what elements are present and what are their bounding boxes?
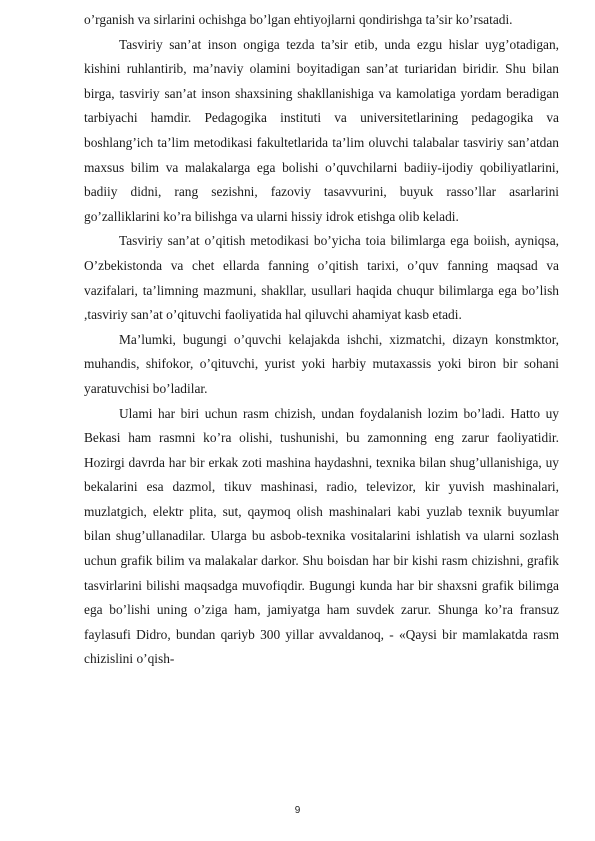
paragraph-metodika: Tasviriy san’at o’qitish metodikasi bo’yicha toia bilimlarga ega boiish, ayniqsa, O’zbekistonda va chet ellarda fanning o’qitish tarixi, o’quv fanning maqsad va vazifalari, ta’limning mazmuni, shakllar, usullari haqida chuqur bilimlarga ega bo’lish ,tasviriy san’at o’qituvchi faoliyatida hal qiluvchi ahamiyat kasb etadi. [84, 233, 559, 323]
page-number: 9 [294, 805, 301, 816]
paragraph-malumki: Ma’lumki, bugungi o’quvchi kelajakda ishchi, xizmatchi, dizayn konstmktor, muhandis, shifokor, o’qituvchi, yurist yoki harbiy mutaxassis yoki biron bir sohani yaratuvchisi bo’ladilar. [84, 331, 559, 396]
paragraph-tasviriy-sanat: Tasviriy san’at inson ongiga tezda ta’sir etib, unda ezgu hislar uyg’otadigan, kishini ruhlantirib, ma’naviy olamini boyitadigan san’at turiaridan biridir. Shu bilan birga, tasviriy san’at inson shaxsining shakllanishiga va kamolatiga yordam beradigan tarbiyachi hamdir. Pedagogika instituti va universitetlarining pedagogika va boshlang’ich ta’lim metodikasi fakultetlarida ta’lim oluvchi talabalar tasviriy san’atdan maxsus bilim va malakalarga ega bolishi o’quvchilarni badiiy-ijodiy qobiliyatlarini, badiiy didni, rang sezishni, fazoviy tasavvurini, buyuk rasso’llar asarlarini go’zalliklarini ko’ra bilishga va ularni hissiy idrok etishga olib keladi. [84, 36, 559, 224]
document-page [84, 8, 559, 672]
paragraph-ulami: Ulami har biri uchun rasm chizish, undan foydalanish lozim bo’ladi. Hatto uy Bekasi ham rasmni ko’ra olishi, tushunishi, bu zamonning eng zarur faoliyatidir. Hozirgi davrda har bir erkak zoti mashina haydashni, texnika bilan shug’ullanishiga, uy bekalarini esa dazmol, tikuv mashinasi, radio, televizor, kir yuvish mashinalari, muzlatgich, elektr plita, sut, qaymoq olish mashinalari kabi yuzlab texnik buyumlar bilan shug’ullanadilar. Ularga bu asbob-texnika vositalarini ishlatish va ularni sozlash uchun grafik bilim va malakalar darkor. Shu boisdan har bir kishi rasm chizishni, grafik tasvirlarini bilishi maqsadga muvofiqdir. Bugungi kunda har bir shaxsni grafik bilimga ega bo’lishi uning o’ziga ham, jamiyatga ham suvdek zarur. Shunga ko’ra fransuz faylasufi Didro, bundan qariyb 300 yillar avvaldanoq, - «Qaysi bir mamlakatda rasm chizislini o’qish- [84, 405, 559, 667]
paragraph-continuation: o’rganish va sirlarini ochishga bo’lgan ehtiyojlarni qondirishga ta’sir ko’rsatadi. [84, 12, 513, 27]
